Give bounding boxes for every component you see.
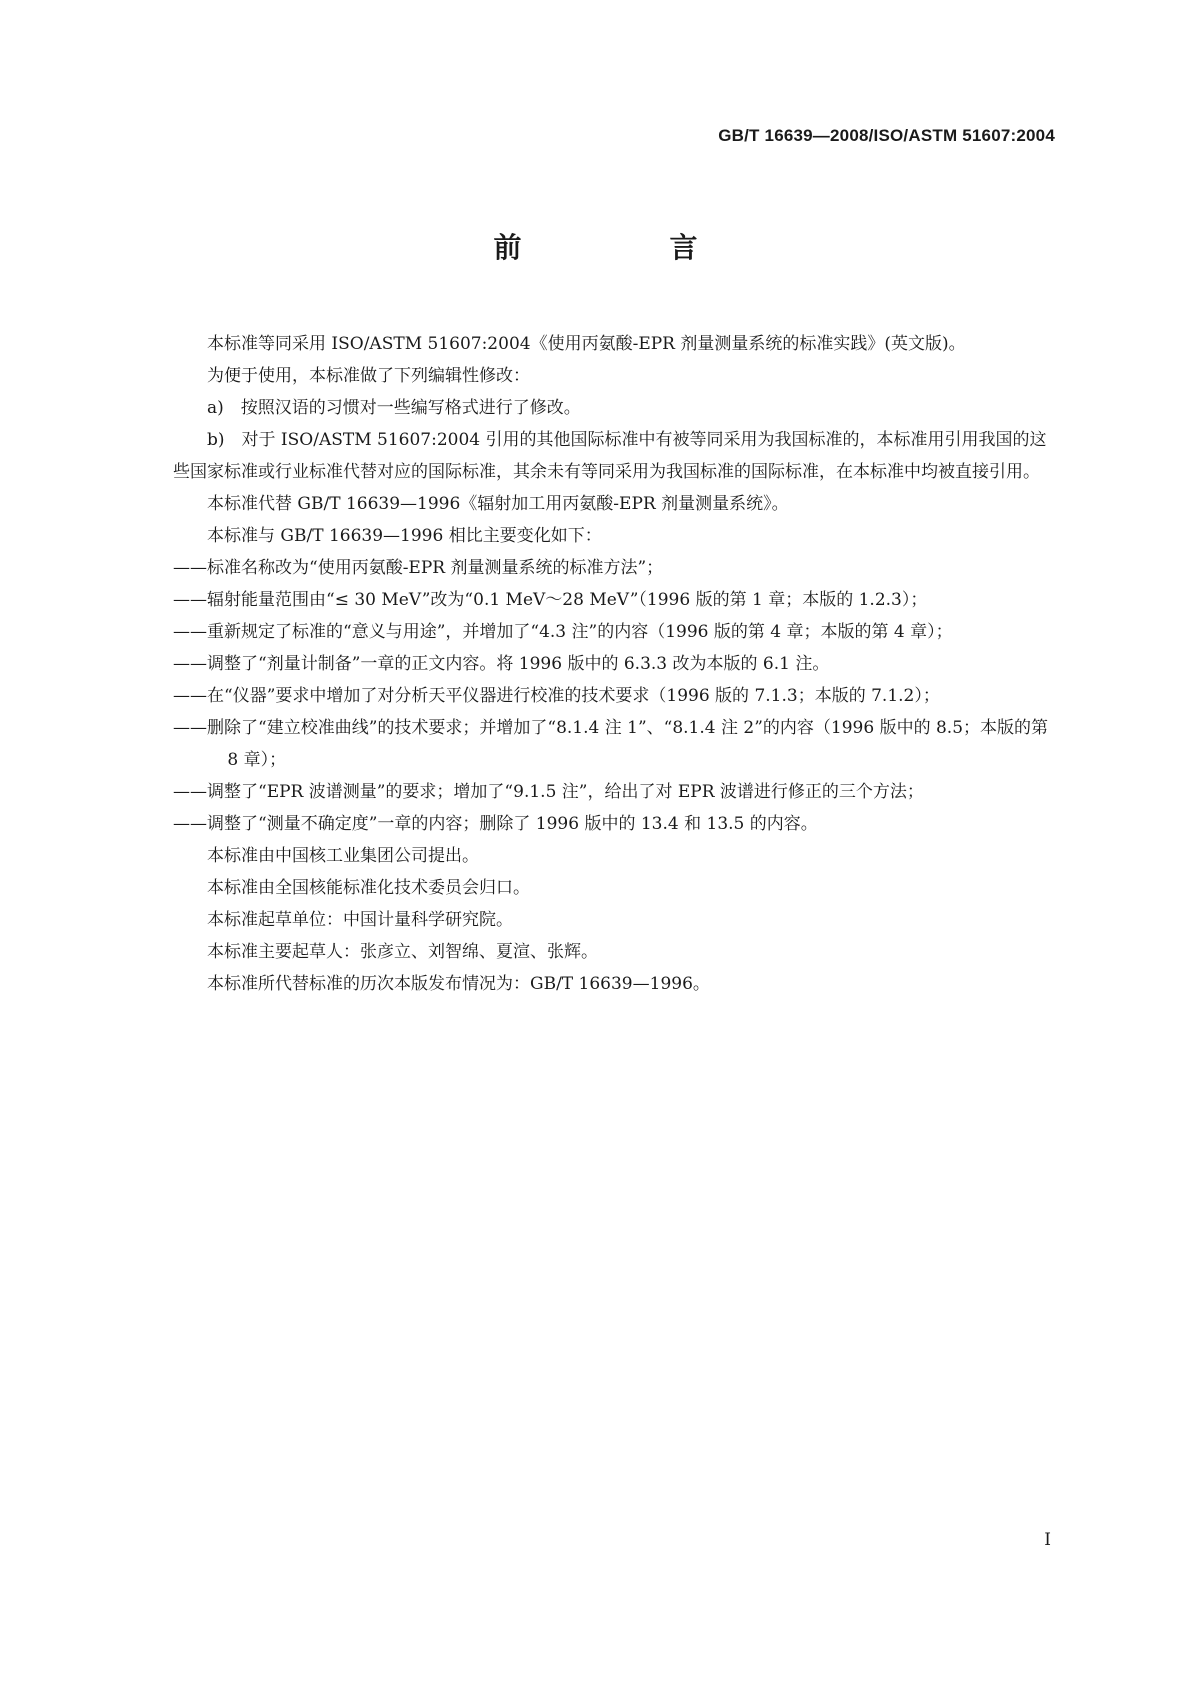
document-body [173,328,1055,1000]
paragraph-edits-intro: 为便于使用，本标准做了下列编辑性修改： [207,366,530,386]
change-item: ——辐射能量范围由“≤ 30 MeV”改为“0.1 MeV～28 MeV”（1996 版的第 1 章；本版的 1.2.3）； [173,590,928,610]
paragraph-centralized-by: 本标准由全国核能标准化技术委员会归口。 [207,878,530,898]
list-item-a: a) 按照汉语的习惯对一些编写格式进行了修改。 [207,398,581,418]
change-item: ——调整了“测量不确定度”一章的内容；删除了 1996 版中的 13.4 和 13.5 的内容。 [173,814,818,834]
standard-code-header: GB/T 16639—2008/ISO/ASTM 51607:2004 [718,126,1055,145]
change-item: ——调整了“剂量计制备”一章的正文内容。将 1996 版中的 6.3.3 改为本版的 6.1 注。 [173,654,830,674]
paragraph-proposed-by: 本标准由中国核工业集团公司提出。 [207,846,479,866]
change-item: ——重新规定了标准的“意义与用途”，并增加了“4.3 注”的内容（1996 版的第 4 章；本版的第 4 章）； [173,622,953,642]
change-item: ——调整了“EPR 波谱测量”的要求；增加了“9.1.5 注”，给出了对 EPR 波谱进行修正的三个方法； [173,782,924,802]
page-title: 前 言 [493,231,758,264]
paragraph-replaces: 本标准代替 GB/T 16639—1996《辐射加工用丙氨酸-EPR 剂量测量系统》。 [207,494,789,514]
change-item: ——删除了“建立校准曲线”的技术要求；并增加了“8.1.4 注 1”、“8.1.4 注 2”的内容（1996 版中的 8.5；本版的第 8 章）； [173,718,1049,770]
list-item-b: b) 对于 ISO/ASTM 51607:2004 引用的其他国际标准中有被等同采用为我国标准的，本标准用引用我国的这些国家标准或行业标准代替对应的国际标准，其余未有等同采用为我国标准的国际标准，在本标准中均被直接引用。 [173,430,1047,482]
change-item: ——标准名称改为“使用丙氨酸-EPR 剂量测量系统的标准方法”； [173,558,664,578]
paragraph-adoption: 本标准等同采用 ISO/ASTM 51607:2004《使用丙氨酸-EPR 剂量测量系统的标准实践》(英文版)。 [207,334,966,354]
paragraph-history: 本标准所代替标准的历次本版发布情况为：GB/T 16639—1996。 [207,974,710,994]
paragraph-drafters: 本标准主要起草人：张彦立、刘智绵、夏渲、张辉。 [207,942,598,962]
change-item: ——在“仪器”要求中增加了对分析天平仪器进行校准的技术要求（1996 版的 7.1.3；本版的 7.1.2）； [173,686,940,706]
paragraph-drafting-unit: 本标准起草单位：中国计量科学研究院。 [207,910,513,930]
changes-list [173,552,1055,840]
page-number: I [1044,1530,1051,1550]
paragraph-changes-intro: 本标准与 GB/T 16639—1996 相比主要变化如下： [207,526,602,546]
